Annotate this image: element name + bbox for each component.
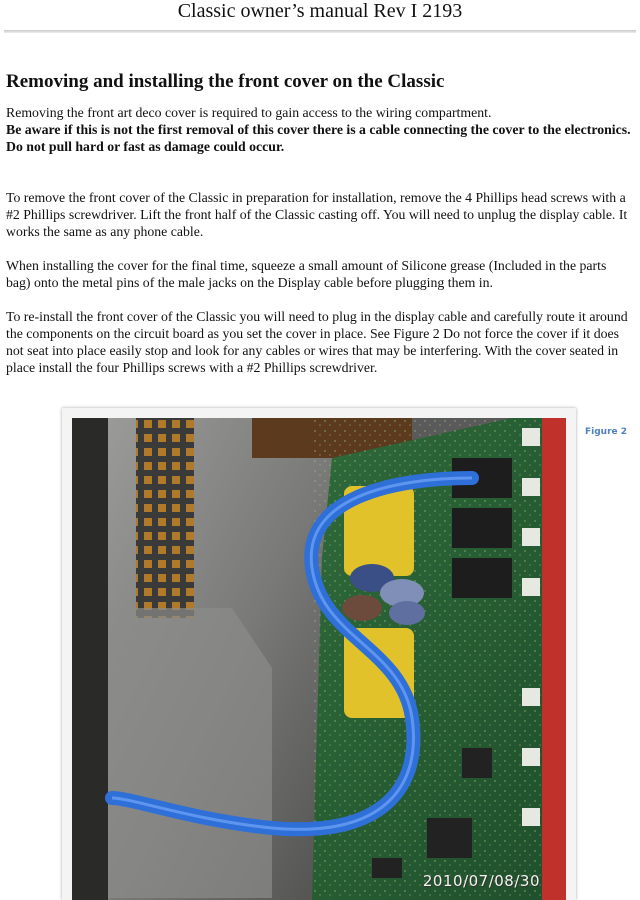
circuit-board-illustration (72, 418, 566, 900)
page-header (0, 0, 640, 32)
circuit-board-photo (72, 418, 566, 900)
intro-paragraph (6, 104, 632, 155)
mounting-plate (108, 608, 272, 898)
section-heading: Removing and installing the front cover on the Classic (6, 71, 445, 92)
figure-2-frame (62, 408, 576, 900)
vent-grille (136, 418, 194, 618)
warning-text: Be aware if this is not the first removal of this cover there is a cable connecting the cover to the electronics. Do not pull hard or fast as damage could occur. (6, 122, 631, 154)
manual-title: Classic owner’s manual Rev I 2193 (177, 0, 463, 22)
header-divider (4, 30, 636, 33)
intro-text: Removing the front art deco cover is required to gain access to the wiring compartment. (6, 105, 492, 120)
reinstall-paragraph: To re-install the front cover of the Classic you will need to plug in the display cable and carefully route it around the components on the circuit board as you set the cover in place. See Figure 2 Do not force the cover if it does not seat into place easily stop and look for any cables or wires that may be interfering. With the cover seated in place install the four Phillips screws with a #2 Phillips screwdriver. (6, 309, 628, 375)
figure-caption: Figure 2 (585, 427, 628, 437)
grease-paragraph: When installing the cover for the final time, squeeze a small amount of Silicone grease (Included in the parts bag) onto the metal pins of the male jacks on the Display cable before plugging them in. (6, 258, 607, 290)
removal-paragraph: To remove the front cover of the Classic in preparation for installation, remove the 4 Phillips head screws with a #2 Phillips screwdriver. Lift the front half of the Classic casting off. You will need to unplug the display cable. It works the same as any phone cable. (6, 190, 628, 239)
casing-edge (72, 418, 108, 900)
terminal-strip (542, 418, 566, 900)
photo-date-stamp: 2010/07/08/30 (422, 872, 540, 890)
